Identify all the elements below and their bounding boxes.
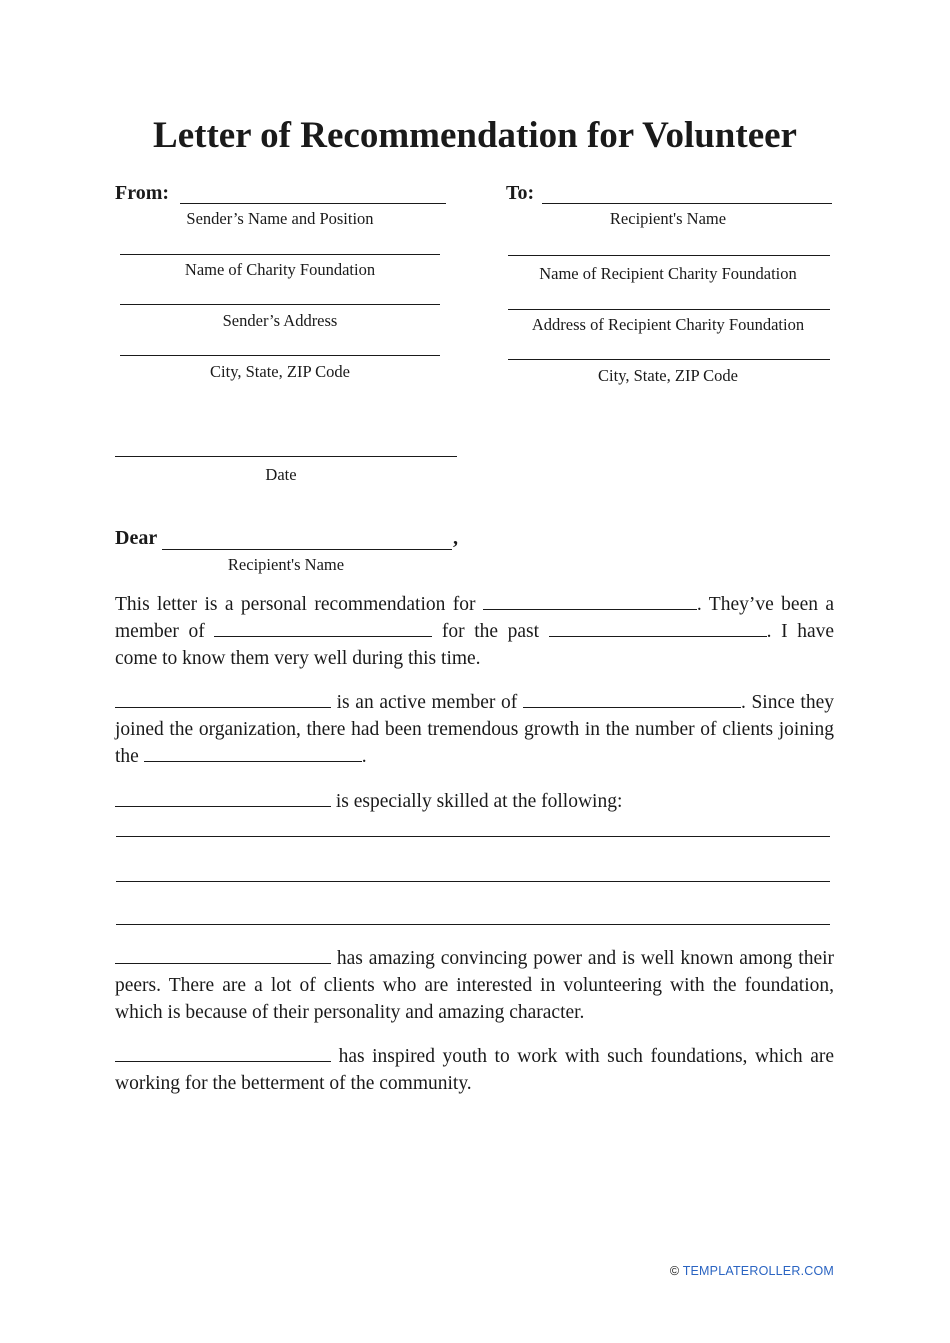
p2-text-3: .: [361, 746, 367, 767]
program-blank[interactable]: [144, 744, 362, 762]
paragraph-5: [115, 1043, 834, 1097]
skills-line-1[interactable]: [116, 836, 830, 837]
date-line[interactable]: [115, 456, 457, 457]
sender-address-line[interactable]: [120, 304, 440, 305]
document-title: Letter of Recommendation for Volunteer: [153, 115, 797, 156]
volunteer-name-blank-3[interactable]: [115, 789, 331, 807]
p1-text-4: . I have come to know them very well during this time.: [115, 621, 835, 669]
recipient-foundation-line[interactable]: [508, 255, 830, 256]
recipient-name-caption: Recipient's Name: [609, 209, 727, 228]
p1-text-1: This letter is a personal recommendation for: [115, 594, 476, 615]
sender-address-caption: Sender’s Address: [222, 311, 338, 330]
footer-site-link[interactable]: TEMPLATEROLLER.COM: [682, 1264, 834, 1278]
volunteer-name-blank-5[interactable]: [115, 1044, 331, 1062]
organization-blank[interactable]: [214, 619, 432, 637]
salutation-recipient-line[interactable]: [162, 549, 452, 550]
p5-text-1: has inspired youth to work with such foundations, which are working for the betterment of the community.: [115, 1046, 835, 1094]
copyright-symbol: ©: [669, 1264, 680, 1278]
sender-city-line[interactable]: [120, 355, 440, 356]
volunteer-name-blank-4[interactable]: [115, 946, 331, 964]
recipient-city-line[interactable]: [508, 359, 830, 360]
from-label: From:: [115, 182, 170, 204]
date-caption: Date: [265, 465, 297, 484]
p1-text-2: . They’ve been a member of: [115, 594, 835, 642]
p3-text-1: is especially skilled at the following:: [335, 791, 623, 812]
p2-text-1: is an active member of: [336, 692, 518, 713]
p2-text-2: . Since they joined the organization, there had been tremendous growth in the number of clients joining the: [115, 692, 834, 767]
paragraph-2: [115, 689, 834, 770]
skills-line-2[interactable]: [116, 881, 830, 882]
charity-foundation-line[interactable]: [120, 254, 440, 255]
sender-name-caption: Sender’s Name and Position: [186, 209, 374, 228]
salutation-label: Dear: [115, 527, 158, 549]
charity-foundation-caption: Name of Charity Foundation: [184, 260, 376, 279]
footer: [670, 1264, 834, 1278]
volunteer-name-blank-2[interactable]: [115, 690, 331, 708]
recipient-name-line[interactable]: [542, 203, 832, 204]
p4-text-1: has amazing convincing power and is well known among their peers. There are a lot of clients who are interested in volunteering with the foundation, which is because of their personality and amazing character.: [115, 948, 835, 1023]
to-label: To:: [506, 182, 535, 204]
sender-city-caption: City, State, ZIP Code: [210, 362, 350, 381]
recipient-foundation-caption: Name of Recipient Charity Foundation: [539, 264, 797, 283]
volunteer-name-blank[interactable]: [483, 592, 697, 610]
paragraph-1: [115, 591, 834, 672]
skills-line-3[interactable]: [116, 924, 830, 925]
duration-blank[interactable]: [549, 619, 767, 637]
salutation-caption: Recipient's Name: [227, 555, 345, 574]
recipient-city-caption: City, State, ZIP Code: [598, 366, 738, 385]
organization-blank-2[interactable]: [523, 690, 741, 708]
salutation-comma: ,: [453, 527, 458, 549]
p1-text-3: for the past: [441, 621, 540, 642]
paragraph-3: [115, 788, 834, 815]
recipient-address-caption: Address of Recipient Charity Foundation: [531, 315, 805, 334]
recipient-address-line[interactable]: [508, 309, 830, 310]
sender-name-line[interactable]: [180, 203, 446, 204]
paragraph-4: [115, 945, 834, 1026]
